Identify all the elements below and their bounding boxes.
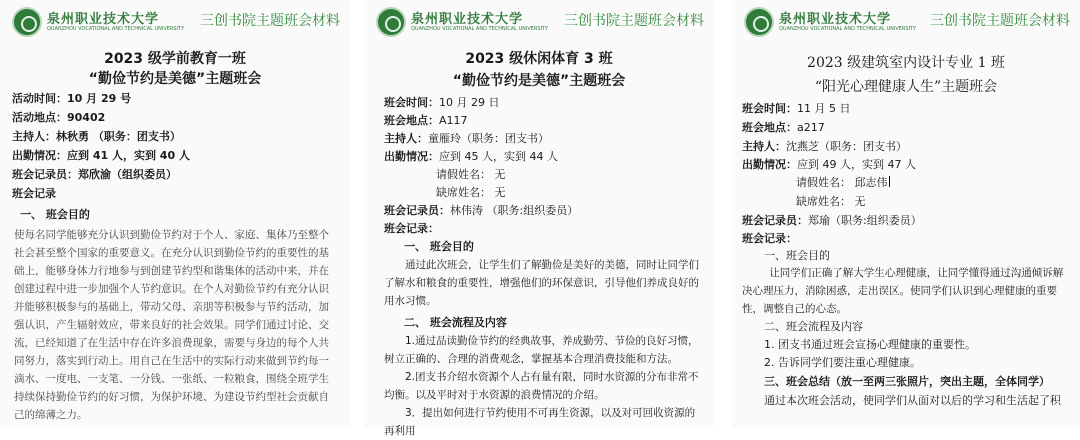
school-name: 泉州职业技术大学 (47, 12, 160, 27)
page-header (364, 0, 714, 40)
field-host: 主持人：林秋勇 （职务：团支书） (12, 130, 181, 143)
field-time: 班会时间：11 月 5 日 (742, 102, 851, 115)
record-label: 班会记录： (742, 232, 797, 245)
field-host: 主持人：童雁玲（职务：团支书） (384, 132, 549, 145)
university-logo-icon (744, 7, 774, 37)
document-page-3 (732, 0, 1080, 427)
field-recorder: 班会记录员：郑欣渝（组织委员） (12, 168, 177, 181)
section-process: 二、 班会流程及内容 (404, 316, 507, 329)
field-leave: 请假姓名： 无 (436, 168, 506, 181)
school-name-en: QUANZHOU VOCATIONAL AND TECHNICAL UNIVERSITY (779, 26, 917, 32)
series-title: 三创书院主题班会材料 (930, 13, 1070, 29)
process-item: 2. 告诉同学们要注重心理健康。 (764, 356, 921, 369)
section-purpose: 一、 班会目的 (20, 208, 90, 221)
section-summary: 三、班会总结（放一至两三张照片，突出主题，全体同学） (764, 375, 1050, 388)
summary-text: 通过本次班会活动，使同学们从面对以后的学习和生活起了积 (764, 394, 1061, 407)
school-name: 泉州职业技术大学 (779, 12, 892, 27)
field-location: 班会地点：A117 (384, 114, 468, 127)
university-logo-icon (376, 7, 406, 37)
record-label: 班会记录： (384, 222, 439, 235)
university-logo-icon (12, 7, 42, 37)
record-label: 班会记录 (12, 187, 56, 200)
field-location: 活动地点：90402 (12, 111, 106, 124)
theme-title: “阳光心理健康人生”主题班会 (814, 79, 998, 95)
field-attendance: 出勤情况：应到 41 人，实到 40 人 (12, 149, 190, 162)
theme-title: “勤俭节约是美德”主题班会 (88, 71, 262, 87)
field-host: 主持人：沈燕芝（职务：团支书） (742, 140, 907, 153)
field-absent: 缺席姓名： 无 (796, 195, 866, 208)
class-title: 2023 级休闲体育 3 班 (465, 51, 613, 67)
series-title: 三创书院主题班会材料 (564, 13, 704, 29)
page-header (732, 0, 1080, 40)
process-item: 1.通过品读勤俭节约的经典故事，养成勤劳、节俭的良好习惯，树立正确的、合理的消费观念，掌握基本合理消费技能和方法。 (384, 335, 699, 365)
field-location: 班会地点：a217 (742, 121, 825, 134)
theme-title: “勤俭节约是美德”主题班会 (452, 73, 626, 89)
process-item: 3．提出如何进行节约使用不可再生资源，以及对可回收资源的再利用 (384, 407, 696, 437)
field-recorder: 班会记录员：郑瑜（职务:组织委员） (742, 214, 922, 227)
school-name-en: QUANZHOU VOCATIONAL AND TECHNICAL UNIVERSITY (411, 26, 549, 32)
class-title: 2023 级学前教育一班 (104, 51, 246, 67)
text-cursor (889, 176, 890, 187)
section-purpose: 一、 班会目的 (404, 240, 474, 253)
field-time: 活动时间：10 月 29 号 (12, 92, 132, 105)
field-absent: 缺席姓名： 无 (436, 186, 506, 199)
section-purpose: 一、班会目的 (764, 249, 830, 262)
process-item: 2.团支书介绍水资源个人占有量有限，同时水资源的分布非常不均衡。以及平时对于水资源的浪费情况的介绍。 (384, 371, 699, 401)
field-time: 班会时间：10 月 29 日 (384, 96, 500, 109)
record-body: 使每名同学能够充分认识到勤俭节约对于个人、家庭、集体乃至整个社会甚至整个国家的重要意义。在充分认识到勤俭节约的重要性的基础上，能够身体力行地参与到创建节约型和谐集体的活动中来，并在创建过程中进一步加强个人节约意识。在个人对勤俭节约有充分认识并能够积极参与的基础上，带动父母、亲朋等积极参与节约活动，加强认识，产生辐射效应，带来良好的社会效果。同学们通过讨论、交流，已经知道了在生活中存在许多浪费现象，需要与身边的每个人共同努力，落实到行动上。用自己在生活中的实际行动来做到节约每一滴水、一度电、一支笔、一分钱、一张纸、一粒粮食，围绕全班学生持续保持勤俭节约的好习惯，为保护环境、为建设节约型社会贡献自己的绵薄之力。 (14, 229, 329, 421)
field-leave: 请假姓名： 邱志伟 (796, 176, 888, 189)
purpose-text: 让同学们正确了解大学生心理健康，让同学懂得通过沟通倾诉解决心理压力，消除困惑，走出误区。使同学们认识到心理健康的重要性，调整自己的心态。 (742, 267, 1064, 315)
process-item: 1. 团支书通过班会宣扬心理健康的重要性。 (764, 338, 976, 351)
series-title: 三创书院主题班会材料 (200, 13, 340, 29)
field-attendance: 出勤情况：应到 45 人，实到 44 人 (384, 150, 558, 163)
field-recorder: 班会记录员：林伟涛 （职务:组织委员） (384, 204, 579, 217)
document-page-2 (364, 0, 714, 437)
purpose-text: 通过此次班会，让学生们了解勤俭是美好的美德，同时让同学们了解水和粮食的重要性，增强他们的环保意识，引导他们养成良好的用水习惯。 (384, 259, 699, 307)
school-name: 泉州职业技术大学 (411, 12, 524, 27)
page-header (0, 0, 350, 40)
section-process: 二、班会流程及内容 (764, 320, 863, 333)
field-attendance: 出勤情况：应到 49 人，实到 47 人 (742, 158, 916, 171)
school-name-en: QUANZHOU VOCATIONAL AND TECHNICAL UNIVERSITY (47, 26, 185, 32)
document-page-1 (0, 0, 350, 427)
class-title: 2023 级建筑室内设计专业 1 班 (807, 55, 1005, 71)
